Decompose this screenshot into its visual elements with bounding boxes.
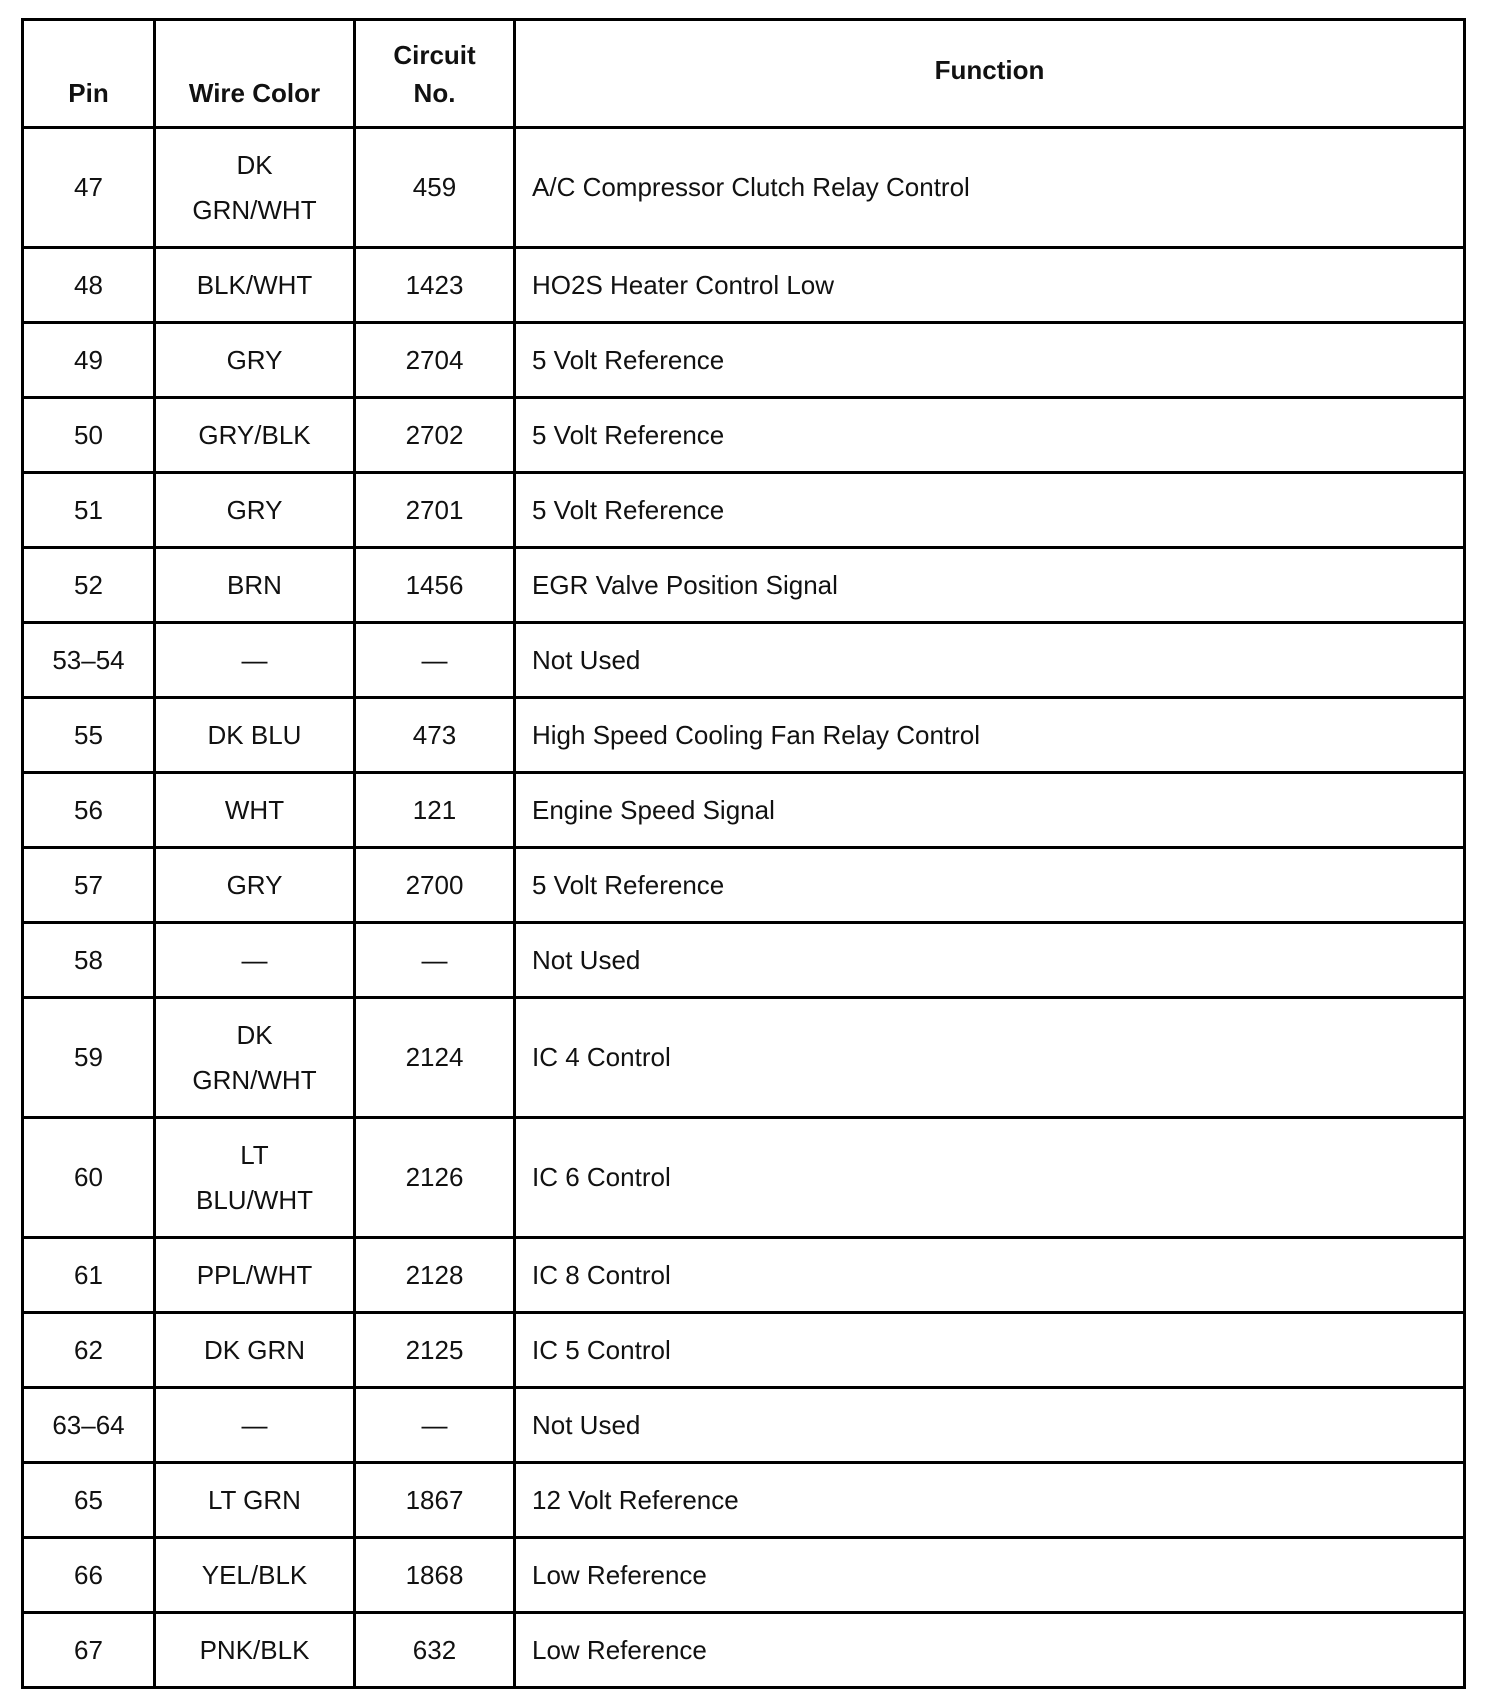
wire-color-line-1: GRY/BLK [198,419,311,450]
wire-color-line-1: — [241,944,268,975]
function-cell: Low Reference [515,1613,1465,1688]
wire-color-line-1: YEL/BLK [201,1559,308,1590]
function-cell: 12 Volt Reference [515,1463,1465,1538]
table-row [23,1388,1465,1463]
pin-cell: 66 [23,1538,155,1613]
wire-color-line-1: DK [236,149,273,180]
wire-color-cell [155,548,355,623]
wire-color-cell [155,1118,355,1238]
pin-cell: 57 [23,848,155,923]
function-cell: A/C Compressor Clutch Relay Control [515,128,1465,248]
wire-color-line-1: LT GRN [208,1484,301,1515]
circuit-number-cell: 2125 [355,1313,515,1388]
function-cell: Engine Speed Signal [515,773,1465,848]
circuit-header-line-2: No. [413,78,456,108]
wire-color-cell [155,1613,355,1688]
function-cell: 5 Volt Reference [515,473,1465,548]
circuit-number-cell: 1456 [355,548,515,623]
table-row [23,128,1465,248]
circuit-number-cell: 632 [355,1613,515,1688]
wire-color-cell [155,848,355,923]
circuit-number-cell: 2128 [355,1238,515,1313]
circuit-number-cell: 2126 [355,1118,515,1238]
pin-cell: 52 [23,548,155,623]
wire-color-cell [155,1313,355,1388]
table-row [23,398,1465,473]
wire-color-cell [155,1238,355,1313]
function-cell: IC 6 Control [515,1118,1465,1238]
wire-color-line-1: — [241,644,268,675]
function-cell: EGR Valve Position Signal [515,548,1465,623]
wire-color-line-2: GRN/WHT [192,1064,317,1095]
wire-color-cell [155,473,355,548]
circuit-number-cell: 1867 [355,1463,515,1538]
pin-cell: 51 [23,473,155,548]
pin-cell: 47 [23,128,155,248]
circuit-number-cell: 2702 [355,398,515,473]
wire-color-cell [155,1388,355,1463]
wire-color-line-1: BLK/WHT [196,269,313,300]
pin-cell: 59 [23,998,155,1118]
pin-cell: 65 [23,1463,155,1538]
pin-cell: 49 [23,323,155,398]
circuit-number-cell: 1423 [355,248,515,323]
circuit-number-cell: 2700 [355,848,515,923]
circuit-number-cell: — [355,923,515,998]
circuit-number-cell: 473 [355,698,515,773]
pin-cell: 53–54 [23,623,155,698]
function-column-header: Function [515,20,1465,128]
wire-color-cell [155,1463,355,1538]
table-row [23,1538,1465,1613]
wire-color-cell [155,128,355,248]
table-row [23,1238,1465,1313]
function-cell: 5 Volt Reference [515,398,1465,473]
table-row [23,773,1465,848]
wire-color-line-1: LT [240,1139,269,1170]
pin-cell: 56 [23,773,155,848]
table-row [23,473,1465,548]
circuit-number-cell: — [355,1388,515,1463]
table-row [23,848,1465,923]
function-cell: HO2S Heater Control Low [515,248,1465,323]
wire-color-cell [155,248,355,323]
pinout-table [21,18,1466,1689]
table-row [23,1313,1465,1388]
table-row [23,323,1465,398]
wire-color-line-1: DK BLU [207,719,302,750]
wire-color-line-1: PNK/BLK [199,1634,310,1665]
wire-color-column-header: Wire Color [155,20,355,128]
circuit-number-cell: 459 [355,128,515,248]
header-row [23,20,1465,128]
function-cell: IC 5 Control [515,1313,1465,1388]
circuit-header-line-1: Circuit [393,40,476,70]
wire-color-line-1: GRY [226,344,283,375]
function-cell: Not Used [515,623,1465,698]
wire-color-line-1: PPL/WHT [196,1259,313,1290]
pin-cell: 58 [23,923,155,998]
function-cell: Not Used [515,923,1465,998]
pin-cell: 60 [23,1118,155,1238]
wire-color-line-1: DK [236,1019,273,1050]
circuit-number-cell: 2124 [355,998,515,1118]
circuit-number-cell: 2701 [355,473,515,548]
wire-color-line-1: GRY [226,494,283,525]
function-cell: 5 Volt Reference [515,848,1465,923]
pin-cell: 55 [23,698,155,773]
wire-color-line-1: — [241,1409,268,1440]
pin-cell: 48 [23,248,155,323]
wire-color-cell [155,1538,355,1613]
wire-color-cell [155,323,355,398]
wire-color-cell [155,398,355,473]
circuit-number-cell: 2704 [355,323,515,398]
wire-color-cell [155,998,355,1118]
pin-cell: 62 [23,1313,155,1388]
table-row [23,923,1465,998]
wire-color-line-2: GRN/WHT [192,194,317,225]
function-cell: High Speed Cooling Fan Relay Control [515,698,1465,773]
function-cell: Low Reference [515,1538,1465,1613]
pin-cell: 63–64 [23,1388,155,1463]
wire-color-cell [155,623,355,698]
circuit-number-column-header [355,20,515,128]
table-row [23,1118,1465,1238]
wire-color-cell [155,923,355,998]
wire-color-cell [155,773,355,848]
wire-color-line-1: WHT [224,794,285,825]
table-header [23,20,1465,128]
table-body [23,128,1465,1688]
wire-color-line-1: GRY [226,869,283,900]
table-row [23,998,1465,1118]
function-cell: Not Used [515,1388,1465,1463]
circuit-number-cell: 121 [355,773,515,848]
table-row [23,623,1465,698]
pin-cell: 61 [23,1238,155,1313]
pin-column-header: Pin [23,20,155,128]
table-row [23,1463,1465,1538]
function-cell: IC 8 Control [515,1238,1465,1313]
wire-color-line-2: BLU/WHT [196,1184,313,1215]
wire-color-cell [155,698,355,773]
wire-color-line-1: DK GRN [203,1334,306,1365]
table-row [23,548,1465,623]
circuit-number-cell: 1868 [355,1538,515,1613]
circuit-number-cell: — [355,623,515,698]
table-row [23,248,1465,323]
pin-cell: 67 [23,1613,155,1688]
function-cell: 5 Volt Reference [515,323,1465,398]
table-row [23,698,1465,773]
function-cell: IC 4 Control [515,998,1465,1118]
pin-cell: 50 [23,398,155,473]
wire-color-line-1: BRN [227,569,282,600]
table-row [23,1613,1465,1688]
